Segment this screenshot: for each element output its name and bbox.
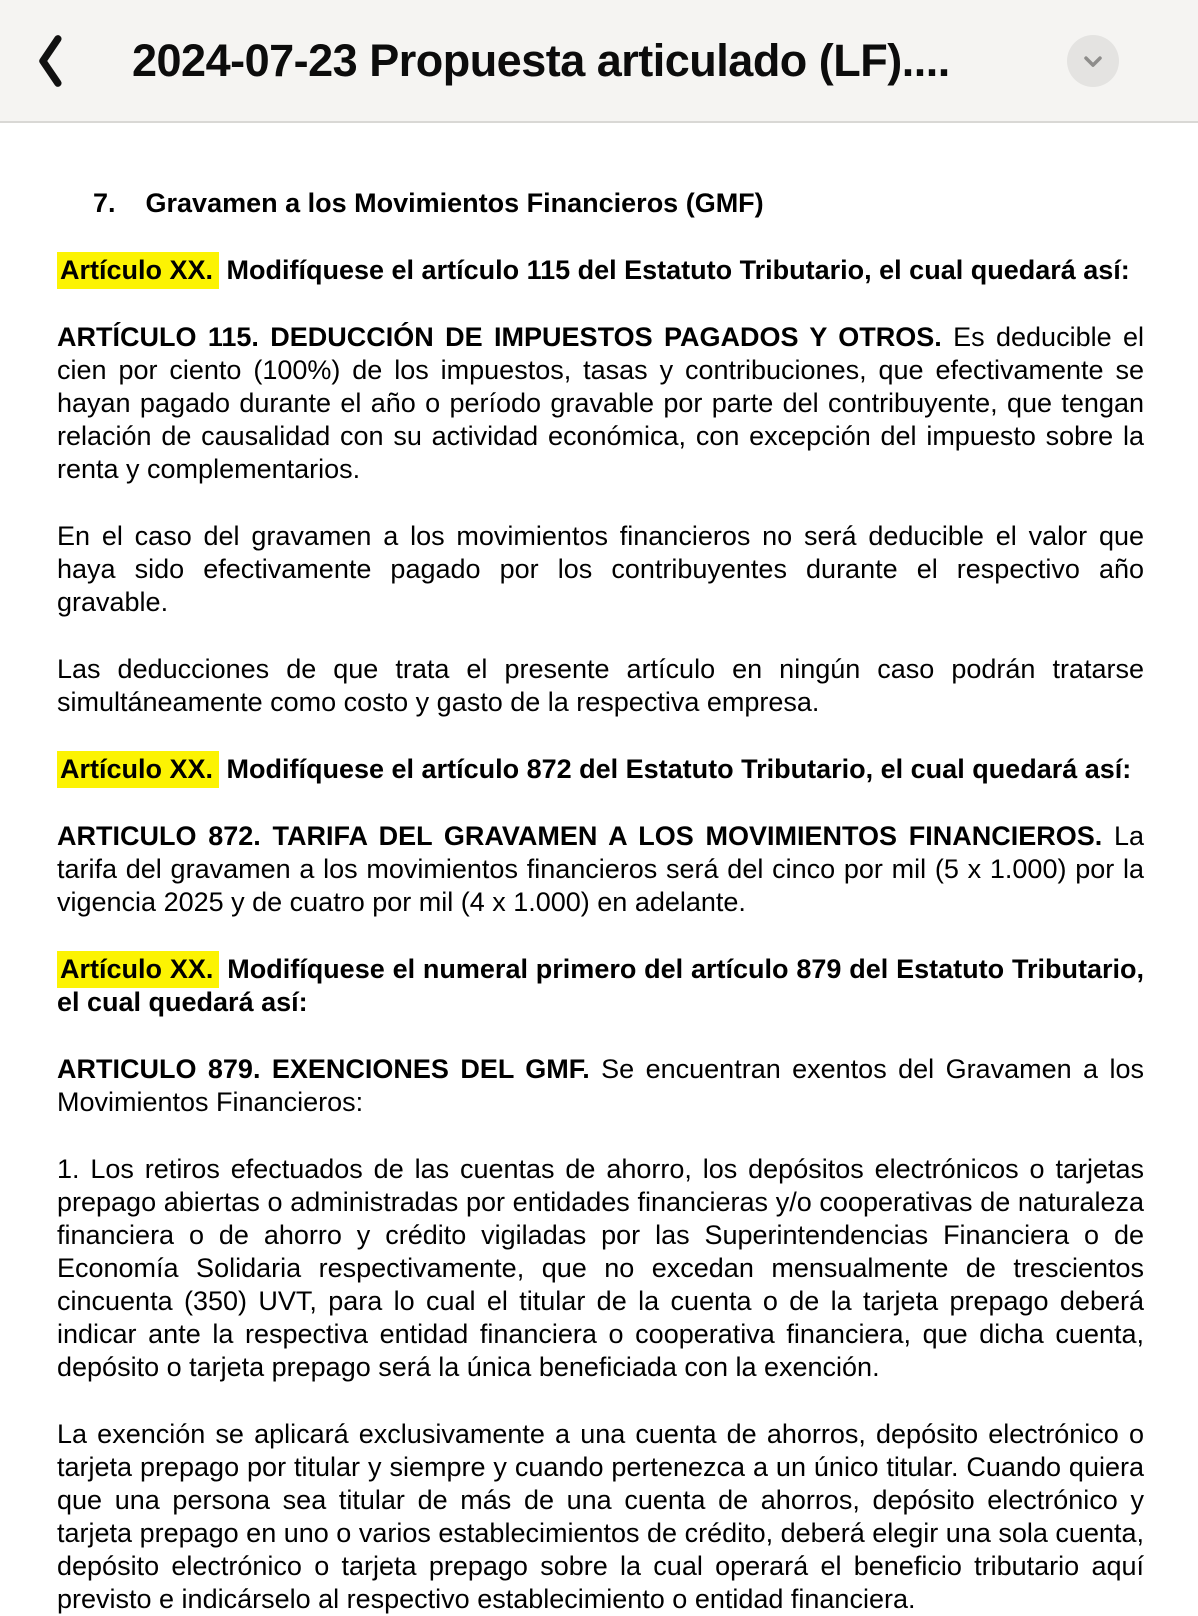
heading-number: 7. <box>93 188 116 218</box>
text-segment: Modifíquese el artículo 115 del Estatuto Tributario, el cual quedará así: <box>219 255 1130 285</box>
highlighted-text: Artículo XX. <box>57 751 219 788</box>
paragraph <box>57 820 1144 919</box>
paragraph <box>57 1153 1144 1384</box>
document-content <box>57 187 1144 1616</box>
text-segment: Modifíquese el numeral primero del artículo 879 del Estatuto Tributario, el cual quedará así: <box>57 954 1144 1017</box>
paragraph <box>57 1053 1144 1119</box>
title-menu-button[interactable] <box>1067 35 1119 87</box>
chevron-left-icon <box>31 32 69 90</box>
text-segment: Es deducible el cien por ciento (100%) de los impuestos, tasas y contribuciones, que efectivamente se hayan pagado durante el año o período gravable por parte del contribuyente, que tengan relación de causalidad con su actividad económica, con excepción del impuesto sobre la renta y complementarios. <box>57 322 1144 484</box>
text-segment: Gravamen a los Movimientos Financieros (GMF) <box>145 188 764 218</box>
text-segment: Se encuentran exentos del Gravamen a los Movimientos Financieros: <box>57 1054 1144 1117</box>
text-segment: Las deducciones de que trata el presente artículo en ningún caso podrán tratarse simultáneamente como costo y gasto de la respectiva empresa. <box>57 654 1144 717</box>
text-segment: ARTICULO 879. EXENCIONES DEL GMF. <box>57 1054 602 1084</box>
paragraph <box>57 520 1144 619</box>
highlighted-text: Artículo XX. <box>57 252 219 289</box>
document-page <box>0 123 1198 1616</box>
paragraph <box>57 254 1144 287</box>
paragraph <box>57 321 1144 486</box>
text-segment: ARTÍCULO 115. DEDUCCIÓN DE IMPUESTOS PAGADOS Y OTROS. <box>57 322 954 352</box>
paragraph <box>57 653 1144 719</box>
text-segment: La exención se aplicará exclusivamente a una cuenta de ahorros, depósito electrónico o tarjeta prepago por titular y siempre y cuando pertenezca a un único titular. Cuando quiera que una persona sea titular de más de una cuenta de ahorros, depósito electrónico y tarjeta prepago en uno o varios establecimientos de crédito, deberá elegir una sola cuenta, depósito electrónico o tarjeta prepago sobre la cual operará el beneficio tributario aquí previsto e indicárselo al respectivo establecimiento o entidad financiera. <box>57 1419 1144 1614</box>
paragraph <box>57 953 1144 1019</box>
text-segment: Modifíquese el artículo 872 del Estatuto Tributario, el cual quedará así: <box>219 754 1132 784</box>
document-title: 2024-07-23 Propuesta articulado (LF).... <box>132 34 950 86</box>
chevron-down-icon <box>1079 47 1107 75</box>
paragraph <box>57 753 1144 786</box>
text-segment: 1. Los retiros efectuados de las cuentas de ahorro, los depósitos electrónicos o tarjetas prepago abiertas o administradas por entidades financieras y/o cooperativas de naturaleza financiera o de ahorro y crédito vigiladas por las Superintendencias Financiera o de Economía Solidaria respectivamente, que no excedan mensualmente de trescientos cincuenta (350) UVT, para lo cual el titular de la cuenta o de la tarjeta prepago deberá indicar ante la respectiva entidad financiera o cooperativa financiera, que dicha cuenta, depósito o tarjeta prepago será la única beneficiada con la exención. <box>57 1154 1144 1382</box>
highlighted-text: Artículo XX. <box>57 951 219 988</box>
text-segment: La tarifa del gravamen a los movimientos financieros será del cinco por mil (5 x 1.000) por la vigencia 2025 y de cuatro por mil (4 x 1.000) en adelante. <box>57 821 1144 917</box>
navigation-bar <box>0 0 1198 123</box>
section-heading <box>57 187 1144 220</box>
text-segment: En el caso del gravamen a los movimientos financieros no será deducible el valor que haya sido efectivamente pagado por los contribuyentes durante el respectivo año gravable. <box>57 521 1144 617</box>
text-segment: ARTICULO 872. TARIFA DEL GRAVAMEN A LOS MOVIMIENTOS FINANCIEROS. <box>57 821 1114 851</box>
paragraph <box>57 1418 1144 1616</box>
back-button[interactable] <box>24 29 76 93</box>
